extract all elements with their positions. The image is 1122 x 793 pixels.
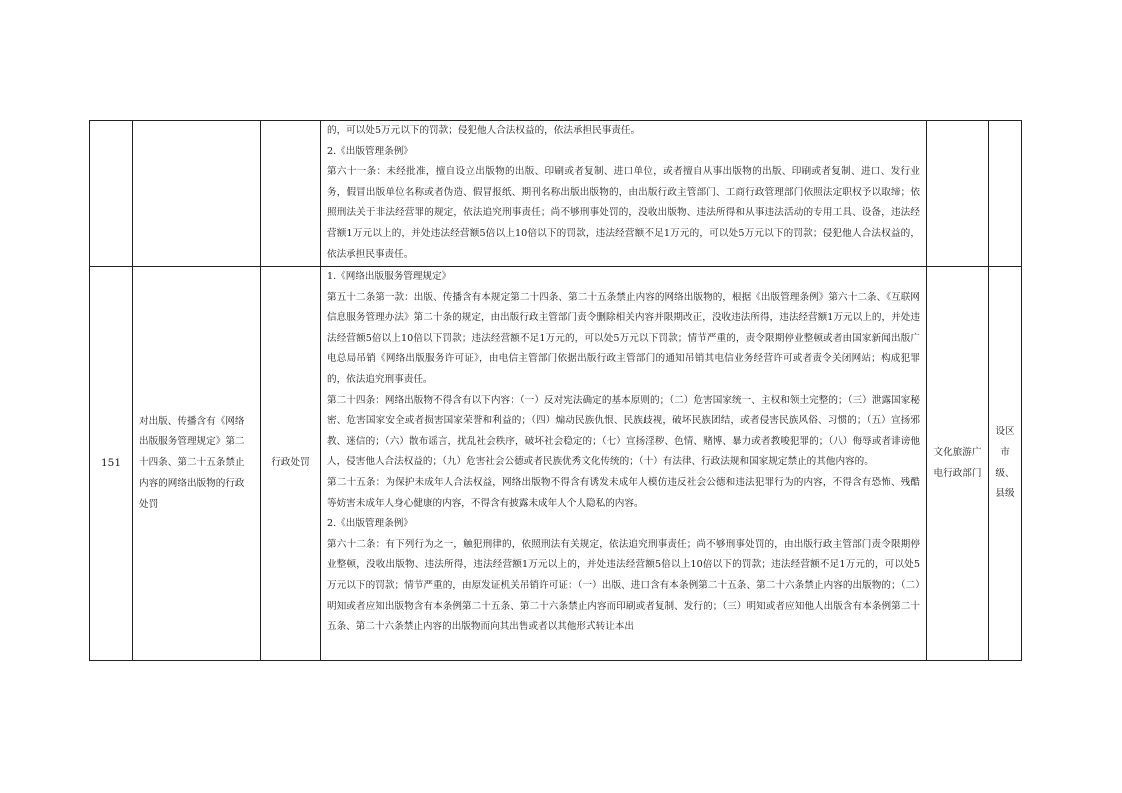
item-number-cell [90, 121, 133, 267]
department-cell [927, 121, 989, 267]
category-cell [261, 121, 321, 267]
legal-text-paragraph: 第二十四条：网络出版物不得含有以下内容：（一）反对宪法确定的基本原则的；（二）危害国家统一、主权和领土完整的；（三）泄露国家秘密、危害国家安全或者损害国家荣誉和利益的；（四）煽动民族仇恨、民族歧视，破坏民族团结，或者侵害民族风俗、习惯的；（五）宣扬邪教、迷信的；（六）散布谣言，扰乱社会秩序，破坏社会稳定的；（七）宣扬淫秽、色情、赌博、暴力或者教唆犯罪的；（八）侮辱或者诽谤他人，侵害他人合法权益的；（九）危害社会公德或者民族优秀文化传统的；（十）有法律、行政法规和国家规定禁止的其他内容的。 [327, 394, 920, 468]
legal-text-paragraph: 1.《网络出版服务管理规定》 [327, 271, 452, 282]
item-name-cell: 对出版、传播含有《网络出版服务管理规定》第二十四条、第二十五条禁止内容的网络出版物的行政处罚 [133, 267, 261, 661]
legal-text-paragraph: 第五十二条第一款：出版、传播含有本规定第二十四条、第二十五条禁止内容的网络出版物的，根据《出版管理条例》第六十二条、《互联网信息服务管理办法》第二十条的规定，由出版行政主管部门责令删除相关内容并限期改正，没收违法所得，违法经营额1万元以上的，并处违法经营额5倍以上10倍以下罚款；违法经营额不足1万元的，可以处5万元以下罚款；情节严重的，责令限期停业整顿或者由国家新闻出版广电总局吊销《网络出版服务许可证》，由电信主管部门依据出版行政主管部门的通知吊销其电信业务经营许可或者责令关闭网站；构成犯罪的，依法追究刑事责任。 [327, 291, 920, 385]
legal-text-paragraph: 第六十一条：未经批准，擅自设立出版物的出版、印刷或者复制、进口单位，或者擅自从事出版物的出版、印刷或者复制、进口、发行业务，假冒出版单位名称或者伪造、假冒报纸、期刊名称出版出版物的，由出版行政主管部门、工商行政管理部门依照法定职权予以取缔；依照刑法关于非法经营罪的规定，依法追究刑事责任；尚不够刑事处罚的，没收出版物、违法所得和从事违法活动的专用工具、设备，违法经营额1万元以上的，并处违法经营额5倍以上10倍以下的罚款，违法经营额不足1万元的，可以处5万元以下的罚款；侵犯他人合法权益的，依法承担民事责任。 [327, 166, 920, 260]
legal-text-paragraph: 2.《出版管理条例》 [327, 518, 413, 530]
level-cell: 设区市级、县级 [989, 267, 1022, 661]
department-cell: 文化旅游广电行政部门 [927, 267, 989, 661]
legal-basis-cell [321, 121, 927, 267]
table-row [90, 121, 1022, 267]
item-number-cell: 151 [90, 267, 133, 661]
category-cell: 行政处罚 [261, 267, 321, 661]
regulation-table [89, 120, 1022, 661]
legal-text-paragraph: 2.《出版管理条例》 [327, 145, 413, 157]
item-name-cell [133, 121, 261, 267]
legal-text-paragraph: 第二十五条：为保护未成年人合法权益，网络出版物不得含有诱发未成年人模仿违反社会公德和违法犯罪行为的内容，不得含有恐怖、残酷等妨害未成年人身心健康的内容，不得含有披露未成年人个人隐私的内容。 [327, 476, 920, 509]
level-cell [989, 121, 1022, 267]
legal-text-paragraph: 的，可以处5万元以下的罚款；侵犯他人合法权益的，依法承担民事责任。 [327, 125, 641, 136]
legal-text-paragraph: 第六十二条：有下列行为之一，触犯刑律的，依照刑法有关规定，依法追究刑事责任；尚不够刑事处罚的，由出版行政主管部门责令限期停业整顿，没收出版物、违法所得，违法经营额1万元以上的，并处违法经营额5倍以上10倍以下的罚款；违法经营额不足1万元的，可以处5万元以下的罚款；情节严重的，由原发证机关吊销许可证：（一）出版、进口含有本条例第二十五条、第二十六条禁止内容的出版物的；（二）明知或者应知出版物含有本条例第二十五条、第二十六条禁止内容而印刷或者复制、发行的；（三）明知或者应知他人出版含有本条例第二十五条、第二十六条禁止内容的出版物而向其出售或者以其他形式转让本出 [327, 538, 920, 633]
legal-basis-cell [321, 267, 927, 661]
table-row [90, 267, 1022, 661]
